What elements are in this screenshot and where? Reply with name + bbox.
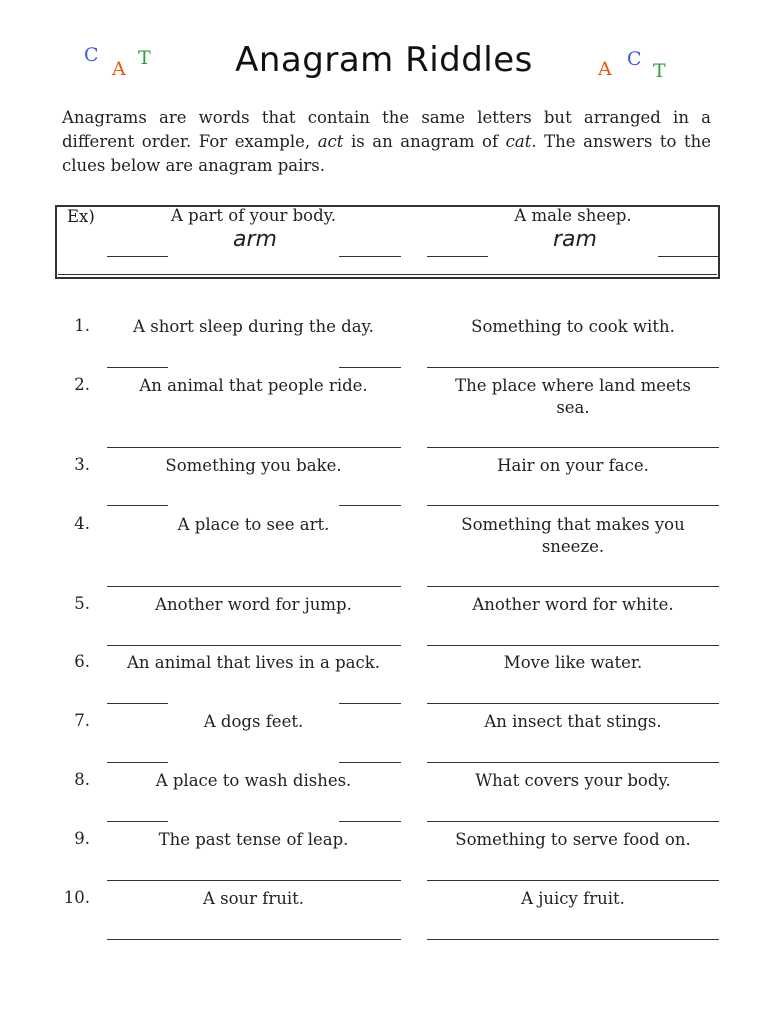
example-blank-line	[427, 256, 488, 257]
riddle-left-clue: A sour fruit.	[202, 889, 305, 908]
riddle-right-clue: Something that makes you sneeze.	[461, 515, 685, 556]
riddle-number: 10.	[63, 888, 90, 907]
riddle-right-clue: An insect that stings.	[484, 712, 662, 731]
riddle-left-clue: Another word for jump.	[155, 595, 352, 614]
answer-line[interactable]	[339, 703, 401, 704]
riddle-number: 1.	[74, 316, 90, 335]
answer-line[interactable]	[339, 367, 401, 368]
answer-line[interactable]	[427, 703, 719, 704]
example-blank-line	[658, 256, 720, 257]
riddle-number: 6.	[74, 652, 90, 671]
riddle-right-clue: What covers your body.	[475, 771, 671, 790]
riddle-right-clue: Hair on your face.	[497, 456, 649, 475]
answer-line[interactable]	[107, 821, 168, 822]
example-right-clue: A male sheep.	[514, 206, 632, 225]
riddle-right-clue: Something to cook with.	[471, 317, 675, 336]
answer-line[interactable]	[107, 586, 401, 587]
riddle-right-clue: Another word for white.	[472, 595, 674, 614]
decor-letter-t-left: T	[138, 47, 151, 69]
answer-line[interactable]	[107, 447, 401, 448]
answer-line[interactable]	[427, 939, 719, 940]
example-label: Ex)	[67, 207, 95, 226]
page-title: Anagram Riddles	[235, 40, 533, 80]
decor-letter-c-left: C	[84, 44, 99, 66]
riddle-left-clue: An animal that people ride.	[139, 376, 368, 395]
answer-line[interactable]	[107, 762, 168, 763]
example-blank-line	[107, 256, 168, 257]
answer-line[interactable]	[107, 939, 401, 940]
riddle-right-clue: Something to serve food on.	[455, 830, 691, 849]
riddle-number: 9.	[74, 829, 90, 848]
example-right-answer: ram	[553, 227, 597, 252]
example-left-answer: arm	[233, 227, 277, 252]
answer-line[interactable]	[339, 505, 401, 506]
answer-line[interactable]	[427, 447, 719, 448]
answer-line[interactable]	[427, 880, 719, 881]
decor-letter-a-right: A	[598, 58, 612, 80]
riddle-number: 7.	[74, 711, 90, 730]
riddle-left-clue: A place to wash dishes.	[155, 771, 352, 790]
answer-line[interactable]	[107, 367, 168, 368]
riddle-left-clue: A dogs feet.	[203, 712, 304, 731]
example-left-clue: A part of your body.	[170, 206, 337, 225]
riddle-left-clue: The past tense of leap.	[158, 830, 349, 849]
decor-letter-a-left: A	[112, 58, 126, 80]
answer-line[interactable]	[427, 821, 719, 822]
riddle-left-clue: An animal that lives in a pack.	[127, 653, 380, 672]
riddle-right-clue: A juicy fruit.	[521, 889, 625, 908]
riddle-right-clue: Move like water.	[503, 653, 643, 672]
riddle-number: 2.	[74, 375, 90, 394]
answer-line[interactable]	[427, 586, 719, 587]
riddle-number: 4.	[74, 514, 90, 533]
decor-letter-c-right: C	[627, 48, 642, 70]
riddle-left-clue: Something you bake.	[165, 456, 342, 475]
riddle-left-clue: A short sleep during the day.	[133, 317, 374, 336]
intro-paragraph: Anagrams are words that contain the same letters but arranged in a different order. For example, act is an anagram of cat. The answers to the clues below are anagram pairs.	[62, 108, 711, 175]
example-blank-line	[339, 256, 401, 257]
answer-line[interactable]	[339, 821, 401, 822]
riddle-number: 3.	[74, 455, 90, 474]
answer-line[interactable]	[107, 505, 168, 506]
answer-line[interactable]	[107, 880, 401, 881]
answer-line[interactable]	[339, 762, 401, 763]
answer-line[interactable]	[427, 367, 719, 368]
decor-letter-t-right: T	[653, 60, 666, 82]
answer-line[interactable]	[427, 762, 719, 763]
answer-line[interactable]	[427, 505, 719, 506]
riddle-number: 5.	[74, 594, 90, 613]
answer-line[interactable]	[107, 703, 168, 704]
riddle-number: 8.	[74, 770, 90, 789]
answer-line[interactable]	[427, 645, 719, 646]
riddle-left-clue: A place to see art.	[177, 515, 330, 534]
riddle-right-clue: The place where land meets sea.	[455, 376, 691, 417]
answer-line[interactable]	[107, 645, 401, 646]
